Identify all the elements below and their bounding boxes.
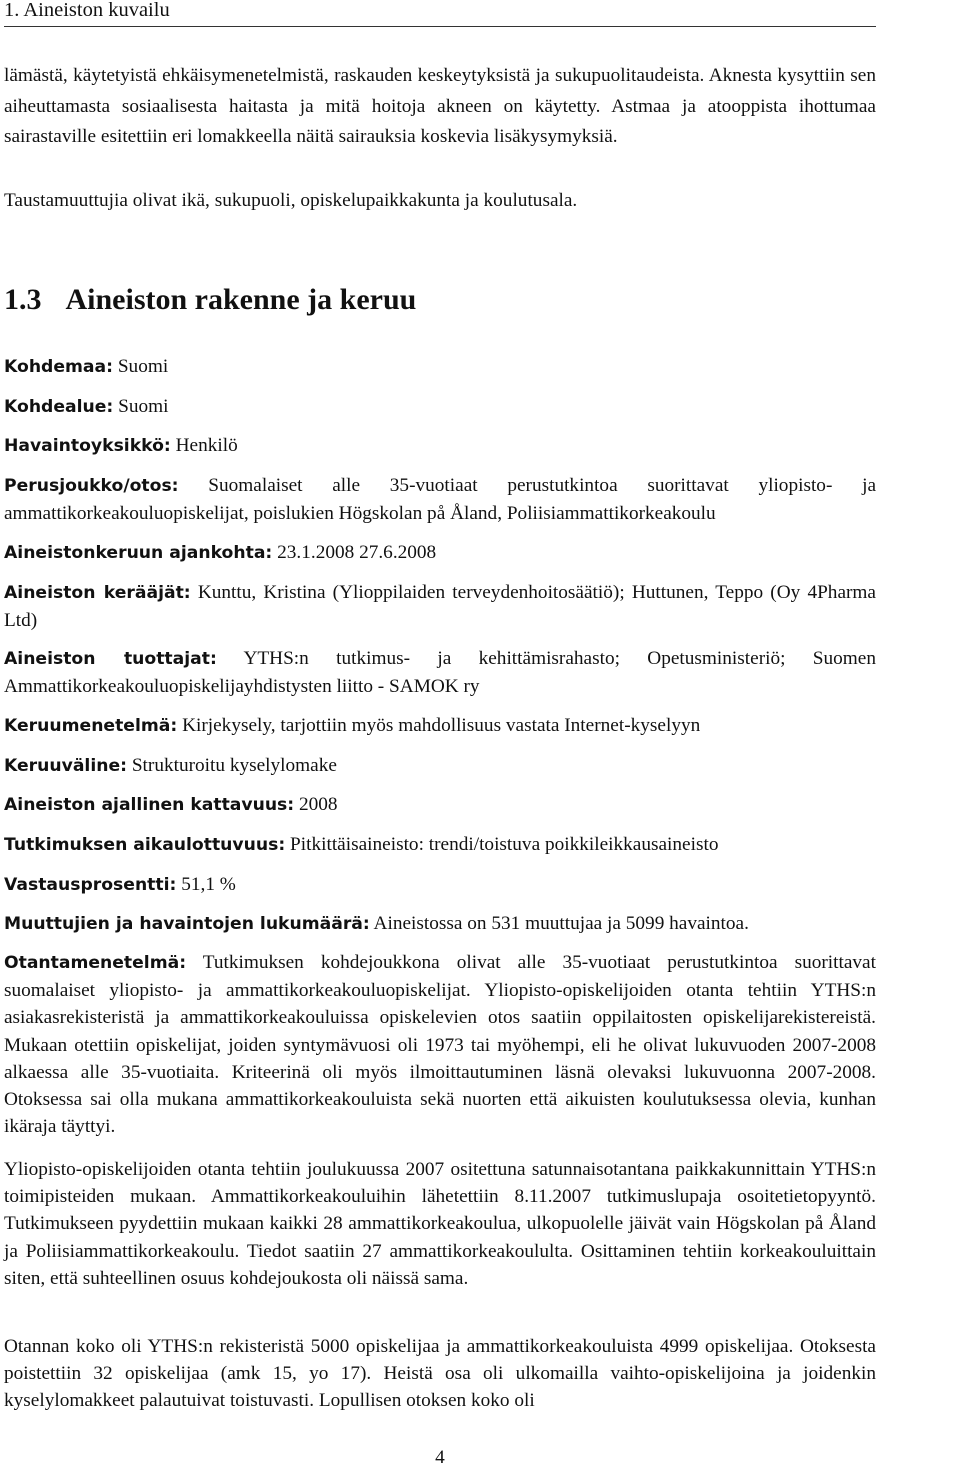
- field-label: Keruumenetelmä:: [4, 716, 178, 736]
- section-number: 1.3: [4, 283, 42, 316]
- field-aikaulottuvuus: [4, 831, 876, 859]
- field-keraajat: [4, 579, 876, 635]
- field-value: Aineistossa on 531 muuttujaa ja 5099 havaintoa.: [373, 913, 749, 934]
- field-value: YTHS:n tutkimus- ja kehittämisrahasto; Opetusministeriö; Suomen Ammattikorkeakouluopiskelijayhdistysten liitto - SAMOK ry: [4, 648, 876, 697]
- field-label: Aineistonkeruun ajankohta:: [4, 543, 273, 563]
- field-label: Kohdealue:: [4, 397, 114, 417]
- field-keruuvaline: [4, 752, 876, 780]
- field-value: Suomalaiset alle 35-vuotiaat perustutkintoa suorittavat yliopisto- ja ammattikorkeakouluopiskelijat, poislukien Högskolan på Åland, Poliisiammattikorkeakoulu: [4, 475, 876, 524]
- field-keruumenetelma: [4, 712, 876, 740]
- intro-paragraph: lämästä, käytetyistä ehkäisymenetelmistä, raskauden keskeytyksistä ja sukupuolitaudeista. Aknesta kysyttiin sen aiheuttamasta sosiaalisesta haitasta ja mitä hoitoja akneen on käytetty. Astmaa ja atooppista ihottumaa sairastaville esitettiin eri lomakkeella näitä sairauksia koskevia lisäkysymyksiä.: [4, 65, 876, 147]
- field-value: Henkilö: [175, 435, 238, 456]
- field-label: Kohdemaa:: [4, 357, 113, 377]
- field-label: Tutkimuksen aikaulottuvuus:: [4, 835, 286, 855]
- field-value: 2008: [299, 794, 338, 815]
- field-keruun-ajankohta: [4, 539, 876, 567]
- field-otantamenetelma: [4, 949, 876, 1140]
- section-heading: [4, 280, 416, 320]
- field-ajallinen-kattavuus: [4, 791, 876, 819]
- field-value: 23.1.2008 27.6.2008: [277, 542, 437, 563]
- field-label: Vastausprosentti:: [4, 875, 177, 895]
- running-header: 1. Aineiston kuvailu: [4, 0, 876, 27]
- intro-paragraph-background-variables: Taustamuuttujia olivat ikä, sukupuoli, opiskelupaikkakunta ja koulutusala.: [4, 190, 578, 211]
- field-label: Keruuväline:: [4, 756, 127, 776]
- field-label: Aineiston kerääjät:: [4, 583, 191, 603]
- field-label: Aineiston ajallinen kattavuus:: [4, 795, 295, 815]
- field-value: 51,1 %: [181, 874, 236, 895]
- field-label: Havaintoyksikkö:: [4, 436, 171, 456]
- field-kohdemaa: [4, 353, 876, 381]
- field-label: Otantamenetelmä:: [4, 953, 187, 973]
- field-value: Kunttu, Kristina (Ylioppilaiden terveydenhoitosäätiö); Huttunen, Teppo (Oy 4Pharma Ltd): [4, 582, 876, 631]
- page-number: 4: [435, 1447, 445, 1468]
- field-perusjoukko: [4, 472, 876, 528]
- field-value: Tutkimuksen kohdejoukkona olivat alle 35-vuotiaat perustutkintoa suorittavat suomalaiset yliopisto- ja ammattikorkeakouluopiskelijat. Yliopisto-opiskelijoiden otanta tehtiin YTHS:n asiakasrekisteristä ja ammattikorkeakouluissa opiskelevien otos saatiin oppilaitosten opiskelijarekistereistä. Mukaan otettiin opiskelijat, joiden syntymävuosi oli 1973 tai myöhempi, eli he olivat lukuvuoden 2007-2008 alkaessa alle 35-vuotiaita. Kriteerinä oli myös ilmoittautuminen läsnä olevaksi lukuvuonna 2007-2008. Otoksessa sai olla mukana ammattikorkeakouluista sekä nuorten että aikuisten koulutuksessa olevia, kunhan ikäraja täyttyi.: [4, 952, 876, 1138]
- field-lukumaara: [4, 910, 876, 938]
- field-havaintoyksikko: [4, 432, 876, 460]
- field-value: Suomi: [117, 356, 169, 377]
- field-value: Kirjekysely, tarjottiin myös mahdollisuus vastata Internet-kyselyyn: [182, 715, 701, 736]
- field-value: Strukturoitu kyselylomake: [131, 755, 337, 776]
- body-paragraph-sampling: Yliopisto-opiskelijoiden otanta tehtiin joulukuussa 2007 ositettuna satunnaisotantana paikkakunnittain YTHS:n toimipisteiden mukaan. Ammattikorkeakouluihin lähetettiin 8.11.2007 tutkimuslupaja osoitetietopyyntö. Tutkimukseen pyydettiin mukaan kaikki 28 ammattikorkeakoulua, ulkopuolelle jäivät vain Högskolan på Åland ja Poliisiammattikorkeakoulu. Tiedot saatiin 27 ammattikorkeakoululta. Osittaminen tehtiin korkeakouluittain siten, että suhteellinen osuus kohdejoukosta oli näissä sama.: [4, 1159, 876, 1289]
- field-tuottajat: [4, 645, 876, 701]
- section-title: Aineiston rakenne ja keruu: [65, 283, 417, 316]
- body-paragraph-sample-size: Otannan koko oli YTHS:n rekisteristä 5000 opiskelijaa ja ammattikorkeakouluista 4999 opiskelijaa. Otoksesta poistettiin 32 opiskelijaa (amk 15, yo 17). Heistä osa oli ulkomailla vaihto-opiskelijoina ja joidenkin kyselylomakkeet palautuivat toistuvasti. Lopullisen otoksen koko oli: [4, 1336, 876, 1412]
- field-label: Perusjoukko/otos:: [4, 476, 179, 496]
- field-value: Suomi: [118, 396, 169, 417]
- field-value: Pitkittäisaineisto: trendi/toistuva poikkileikkausaineisto: [290, 834, 719, 855]
- field-kohdealue: [4, 393, 876, 421]
- field-vastausprosentti: [4, 871, 876, 899]
- field-label: Aineiston tuottajat:: [4, 649, 217, 669]
- field-label: Muuttujien ja havaintojen lukumäärä:: [4, 914, 370, 934]
